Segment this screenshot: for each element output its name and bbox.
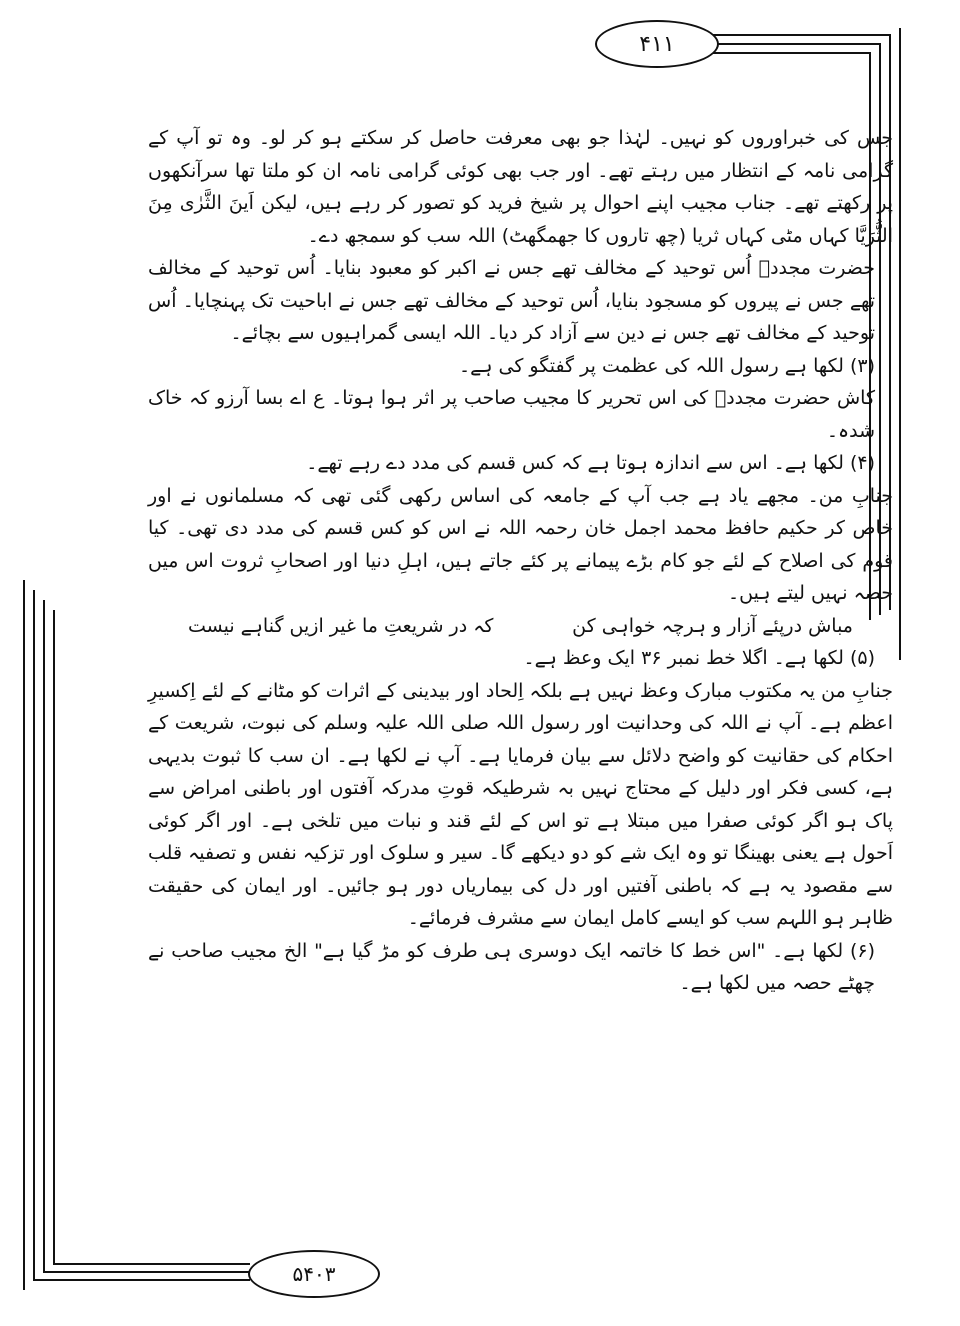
verse-first-half: مباش درپئے آزار و ہرچہ خواہی کن: [572, 614, 853, 637]
paragraph-6: جنابِ من۔ مجھے یاد ہے جب آپ کے جامعہ کی اساس رکھی گئی تھی کہ مسلمانوں نے اور خاص کر حکیم حافظ محمد اجمل خان رحمہ اللہ نے اس کو کس قسم کی مدد دی تھی۔ کیا قوم کی اصلاح کے لئے جو کام بڑے پیمانے پر کئے جاتے ہیں، اہلِ دنیا اور اصحابِ ثروت اس میں حصہ نہیں لیتے ہیں۔: [148, 484, 893, 604]
paragraph-9: (۶) لکھا ہے۔ "اس خط کا خاتمہ ایک دوسری ہی طرف کو مڑ گیا ہے" الخ مجیب صاحب نے چھٹے حصہ میں لکھا ہے۔: [148, 939, 875, 994]
paragraph-7: (۵) لکھا ہے۔ اگلا خط نمبر ۳۶ ایک وعظ ہے۔: [523, 647, 875, 669]
footer-page-code: ۵۴۰۳: [292, 1262, 336, 1286]
verse-second-half: کہ در شریعتِ ما غیر ازیں گناہے نیست: [188, 614, 494, 637]
persian-verse: [148, 610, 893, 643]
paragraph-5: (۴) لکھا ہے۔ اس سے اندازہ ہوتا ہے کہ کس قسم کی مدد دے رہے تھے۔: [306, 452, 875, 474]
paragraph-3: (۳) لکھا ہے رسول اللہ کی عظمت پر گفتگو کی ہے۔: [459, 354, 875, 377]
page-number-oval: [595, 20, 719, 68]
page-number: ۴۱۱: [639, 31, 675, 57]
paragraph-1: جس کی خبراوروں کو نہیں۔ لہٰذا جو بھی معرفت حاصل کر سکتے ہو کر لو۔ وہ تو آپ کے گرامی نامہ کے انتظار میں رہتے تھے۔ اور جب بھی کوئی گرامی نامہ ان کو ملتا تھا سرآنکھوں پر رکھتے تھے۔ جناب مجیب اپنے احوال پر شیخ فرید کو تصور کر رہے ہیں، لیکن اَینَ الثَّرٰی مِنَ الثُّرَیَّا کہاں مٹی کہاں ثریا (چھ تاروں کا جھمگھٹ) اللہ سب کو سمجھ دے۔: [148, 127, 893, 247]
paragraph-8: جنابِ من یہ مکتوب مبارک وعظ نہیں ہے بلکہ اِلحاد اور بیدینی کے اثرات کو مٹانے کے لئے اِکسیرِ اعظم ہے۔ آپ نے اللہ کی وحدانیت اور رسول اللہ صلی اللہ علیہ وسلم کی نبوت، شریعت کے احکام کی حقانیت کو واضح دلائل سے بیان فرمایا ہے۔ آپ نے لکھا ہے۔ ان سب کا ثبوت بدیہی ہے، کسی فکر اور دلیل کے محتاج نہیں بہ شرطیکہ قوتِ مدرکہ آفتوں اور باطنی امراض سے پاک ہو اگر کوئی صفرا میں مبتلا ہے تو اس کے لئے قند و نبات میں تلخی ہے۔ اور اگر کوئی اَحول ہے یعنی بھینگا تو وہ ایک شے کو دو دیکھے گا۔ سیر و سلوک اور تزکیہ نفس و تصفیہ قلب سے مقصود یہ ہے کہ باطنی آفتیں اور دل کی بیماریاں دور ہو جائیں۔ اور ایمان کی حقیقت ظاہر ہو اللہم سب کو ایسے کامل ایمان سے مشرف فرمائے۔: [148, 679, 893, 929]
footer-code-oval: [248, 1250, 380, 1298]
paragraph-4: کاش حضرت مجددؒ کی اس تحریر کا مجیب صاحب پر اثر ہوا ہوتا۔ ع اے بسا آرزو کہ خاک شدہ۔: [148, 387, 875, 442]
paragraph-2: حضرت مجددؒ اُس توحید کے مخالف تھے جس نے اکبر کو معبود بنایا۔ اُس توحید کے مخالف تھے جس نے پیروں کو مسجود بنایا، اُس توحید کے مخالف تھے جس نے اباحیت تک پہنچایا۔ اُس توحید کے مخالف تھے جس نے دین سے آزاد کر دیا۔ اللہ ایسی گمراہیوں سے بچائے۔: [148, 257, 875, 344]
page-body-text: [148, 122, 893, 1172]
